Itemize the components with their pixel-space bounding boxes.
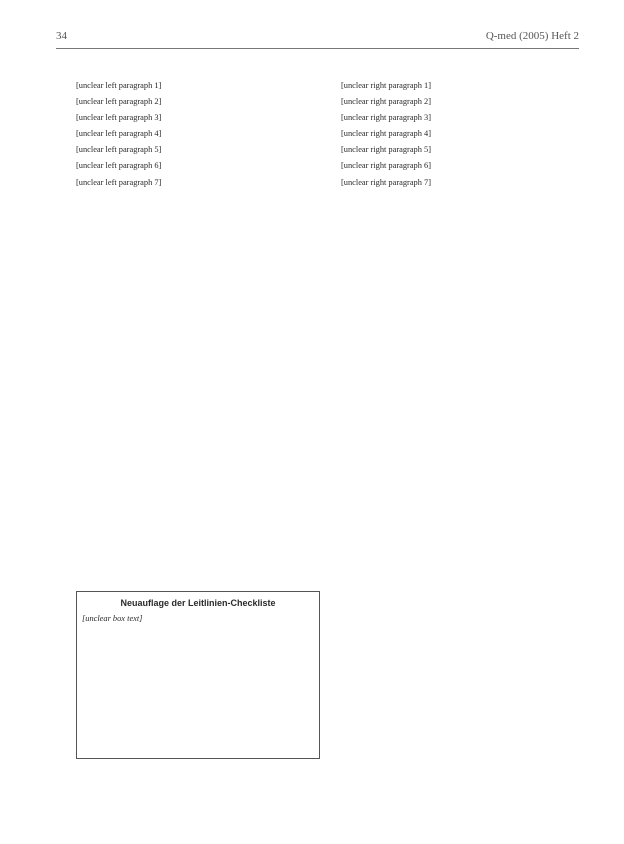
page-number: 34: [56, 30, 67, 42]
box-title: Neuauflage der Leitlinien-Checkliste: [120, 598, 276, 608]
right-paragraph-7: [unclear right paragraph 7]: [341, 177, 431, 187]
left-paragraph-2: [unclear left paragraph 2]: [76, 97, 162, 107]
right-paragraph-4: [unclear right paragraph 4]: [341, 129, 431, 139]
left-paragraph-4: [unclear left paragraph 4]: [76, 129, 162, 139]
left-paragraph-1: [unclear left paragraph 1]: [76, 81, 162, 90]
running-header: [56, 30, 579, 46]
left-paragraph-7: [unclear left paragraph 7]: [76, 177, 162, 187]
left-paragraph-3: [unclear left paragraph 3]: [76, 113, 162, 123]
box-body: [unclear box text]: [82, 614, 143, 623]
left-paragraph-6: [unclear left paragraph 6]: [76, 161, 162, 171]
left-paragraph-5: [unclear left paragraph 5]: [76, 145, 162, 155]
right-paragraph-6: [unclear right paragraph 6]: [341, 161, 431, 171]
right-paragraph-3: [unclear right paragraph 3]: [341, 113, 431, 123]
right-paragraph-2: [unclear right paragraph 2]: [341, 97, 431, 107]
guideline-checklist-box: [76, 591, 320, 759]
right-paragraph-1: [unclear right paragraph 1]: [341, 81, 431, 90]
left-column: [76, 80, 332, 193]
right-paragraph-5: [unclear right paragraph 5]: [341, 145, 431, 155]
journal-reference: Q-med (2005) Heft 2: [485, 30, 579, 42]
header-rule: [56, 48, 579, 49]
right-column: [341, 80, 599, 193]
